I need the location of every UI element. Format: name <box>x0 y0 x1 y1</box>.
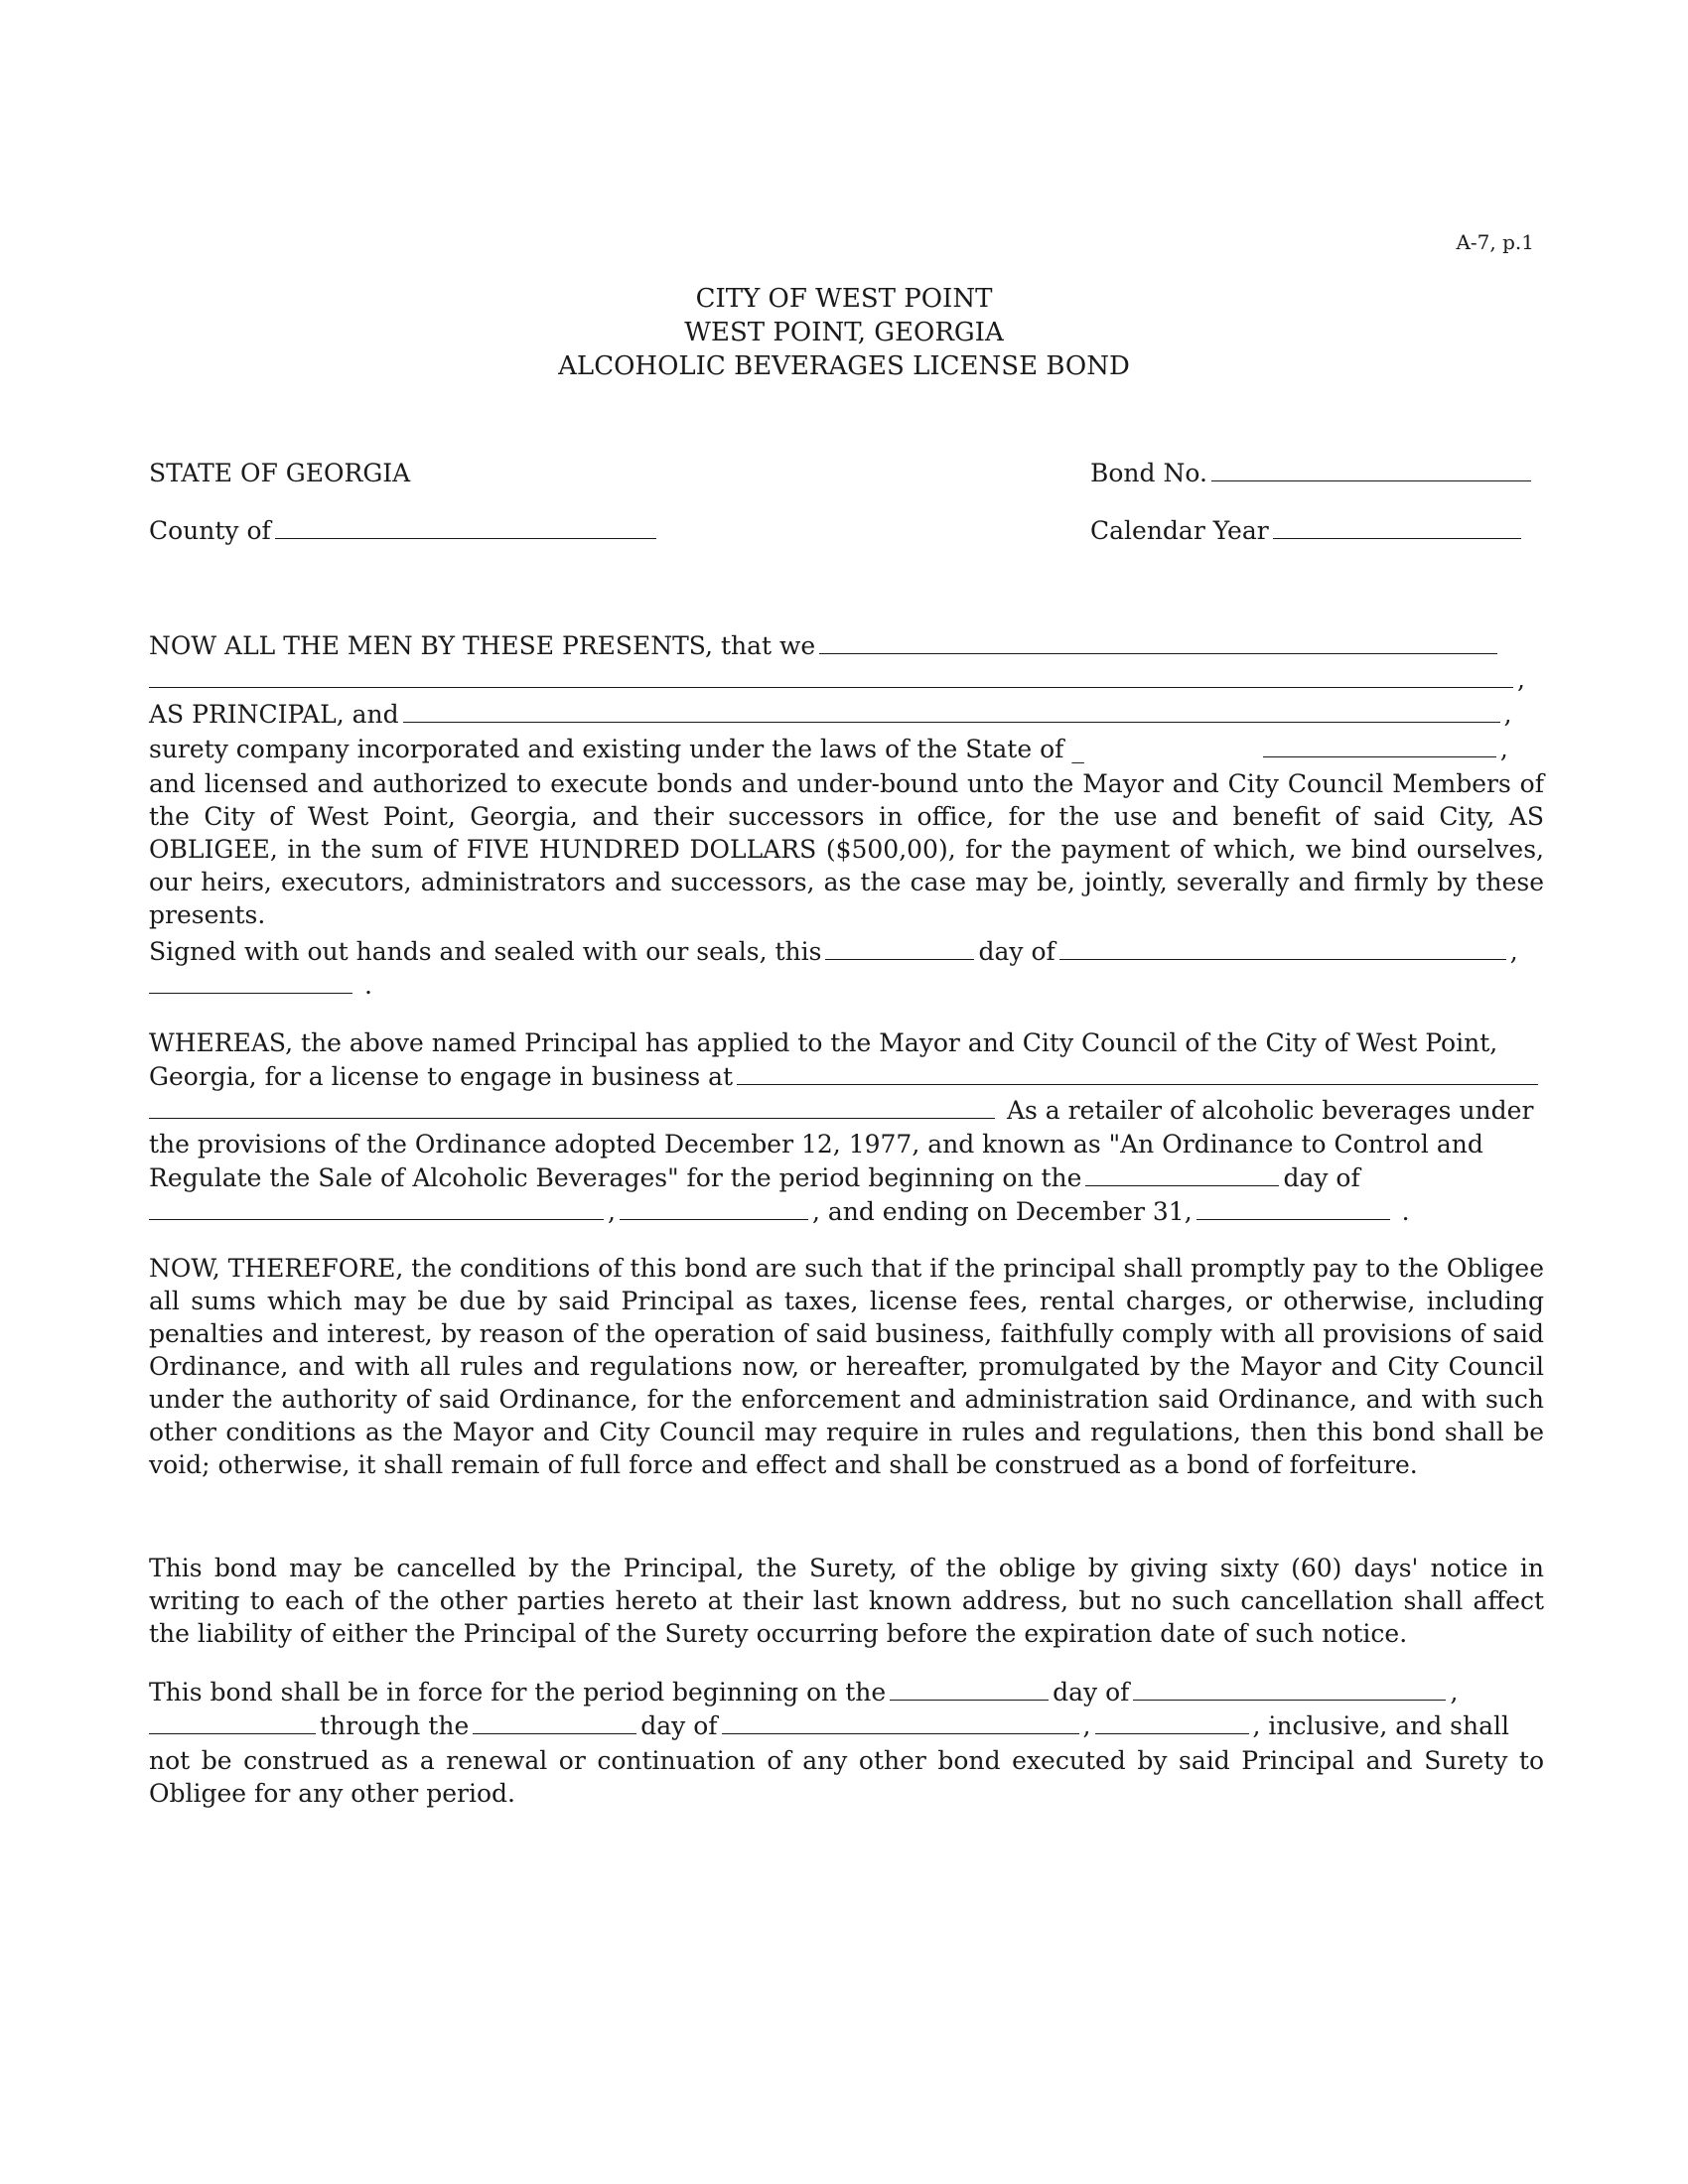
obligation-paragraph <box>149 767 1544 931</box>
cancellation-paragraph <box>149 1552 1544 1650</box>
cancellation-text: This bond may be cancelled by the Principal, the Surety, of the oblige by giving sixty (60) days' notice in writing to each of the other parties hereto at their last known address, but no such cancellation shall affect the liability of either the Principal of the Surety occurring before the expiration date of such notice. <box>149 1554 1544 1648</box>
business-label: Georgia, for a license to engage in business at <box>149 1062 734 1091</box>
period-begin-day-field[interactable] <box>1085 1163 1279 1186</box>
whereas-row <box>149 1028 1544 1057</box>
calendar-year-field[interactable] <box>1273 516 1521 539</box>
bond-no-row <box>1090 459 1535 487</box>
provisions-text: the provisions of the Ordinance adopted December 12, 1977, and known as "An Ordinance to Control and <box>149 1130 1483 1159</box>
header-location: WEST POINT, GEORGIA <box>684 318 1004 347</box>
as-principal-label: AS PRINCIPAL, and <box>149 700 399 729</box>
surety-state-row: surety company incorporated and existing under the laws of the State of _ , <box>149 735 1508 763</box>
renewal-text: not be construed as a renewal or continuation of any other bond executed by said Principal and Surety to Obligee for any other period. <box>149 1746 1544 1808</box>
regulate-text: Regulate the Sale of Alcoholic Beverages" for the period beginning on the <box>149 1163 1082 1192</box>
force-begin-day-field[interactable] <box>890 1678 1049 1701</box>
surety-label: surety company incorporated and existing under the laws of the State of <box>149 735 1064 763</box>
page-id: A-7, p.1 <box>1456 230 1534 254</box>
state-label: STATE OF GEORGIA <box>149 459 411 487</box>
as-principal-row: AS PRINCIPAL, and , <box>149 700 1512 729</box>
period-begin-year-field[interactable] <box>620 1197 808 1220</box>
force-through-row: through the day of , , inclusive, and shall <box>149 1711 1544 1740</box>
retailer-text: As a retailer of alcoholic beverages under <box>1006 1096 1534 1125</box>
business-address-row <box>149 1062 1544 1091</box>
conditions-paragraph <box>149 1252 1544 1481</box>
conditions-text: NOW, THEREFORE, the conditions of this bond are such that if the principal shall promptly pay to the Obligee all sums which may be due by said Principal as taxes, license fees, rental charges, or otherwise, including penalties and interest, by reason of the operation of said business, faithfully comply with all provisions of said Ordinance, and with all rules and regulations now, or hereafter, promulgated by the Mayor and City Council under the authority of said Ordinance, for the enforcement and administration said Ordinance, and with such other conditions as the Mayor and City Council may require in rules and regulations, then this bond shall be void; otherwise, it shall remain of full force and effect and shall be construed as a bond of forfeiture. <box>149 1254 1544 1479</box>
calendar-year-row <box>1090 516 1525 545</box>
principal-name-field-2[interactable] <box>149 665 1513 688</box>
whereas-intro: WHEREAS, the above named Principal has applied to the Mayor and City Council of the City of West Point, <box>149 1028 1498 1057</box>
business-address-field[interactable] <box>737 1062 1538 1085</box>
header-city: CITY OF WEST POINT <box>695 284 993 314</box>
force-intro: This bond shall be in force for the period beginning on the <box>149 1678 887 1706</box>
business-address-field-2[interactable] <box>149 1096 995 1119</box>
surety-state-field[interactable] <box>1263 735 1496 757</box>
signed-row: Signed with out hands and sealed with our seals, this day of , <box>149 937 1518 966</box>
signed-year-field[interactable] <box>149 971 352 994</box>
principal-name-field[interactable] <box>819 631 1497 654</box>
force-begin-month-field[interactable] <box>1133 1678 1446 1701</box>
renewal-paragraph <box>149 1744 1544 1810</box>
surety-name-field[interactable] <box>403 700 1500 723</box>
signed-month-field[interactable] <box>1059 937 1506 960</box>
force-begin-year-field[interactable] <box>149 1711 316 1734</box>
provisions-row <box>149 1130 1544 1159</box>
presents-intro: NOW ALL THE MEN BY THESE PRESENTS, that we <box>149 631 816 660</box>
presents-row <box>149 631 1544 660</box>
signed-day-field[interactable] <box>825 937 974 960</box>
period-begin-month-field[interactable] <box>149 1197 604 1220</box>
principal-continued-row: , <box>149 665 1544 694</box>
force-end-day-field[interactable] <box>473 1711 636 1734</box>
header-form-title: ALCOHOLIC BEVERAGES LICENSE BOND <box>558 351 1130 381</box>
county-row <box>149 516 660 545</box>
retailer-row <box>149 1096 1544 1125</box>
signed-label: Signed with out hands and sealed with our seals, this <box>149 937 822 966</box>
county-field[interactable] <box>275 516 656 539</box>
form-header <box>0 282 1688 383</box>
obligation-text: and licensed and authorized to execute bonds and under-bound unto the Mayor and City Council Members of the City of West Point, Georgia, and their successors in office, for the use and benefit of said City, AS OBLIGEE, in the sum of FIVE HUNDRED DOLLARS ($500,00), for the payment of which, we bind ourselves, our heirs, executors, administrators and successors, as the case may be, jointly, severally and firmly by these presents. <box>149 769 1544 929</box>
bond-no-label: Bond No. <box>1090 459 1207 487</box>
period-begin-row: Regulate the Sale of Alcoholic Beverages" for the period beginning on the day of <box>149 1163 1360 1192</box>
bond-no-field[interactable] <box>1211 459 1531 481</box>
period-end-row: , , and ending on December 31, . <box>149 1197 1544 1226</box>
force-end-year-field[interactable] <box>1095 1711 1249 1734</box>
signed-year-row: . <box>149 971 1544 1000</box>
period-end-year-field[interactable] <box>1196 1197 1390 1220</box>
force-end-month-field[interactable] <box>722 1711 1079 1734</box>
force-begin-row: This bond shall be in force for the period beginning on the day of , <box>149 1678 1459 1706</box>
county-label: County of <box>149 516 271 545</box>
calendar-year-label: Calendar Year <box>1090 516 1269 545</box>
